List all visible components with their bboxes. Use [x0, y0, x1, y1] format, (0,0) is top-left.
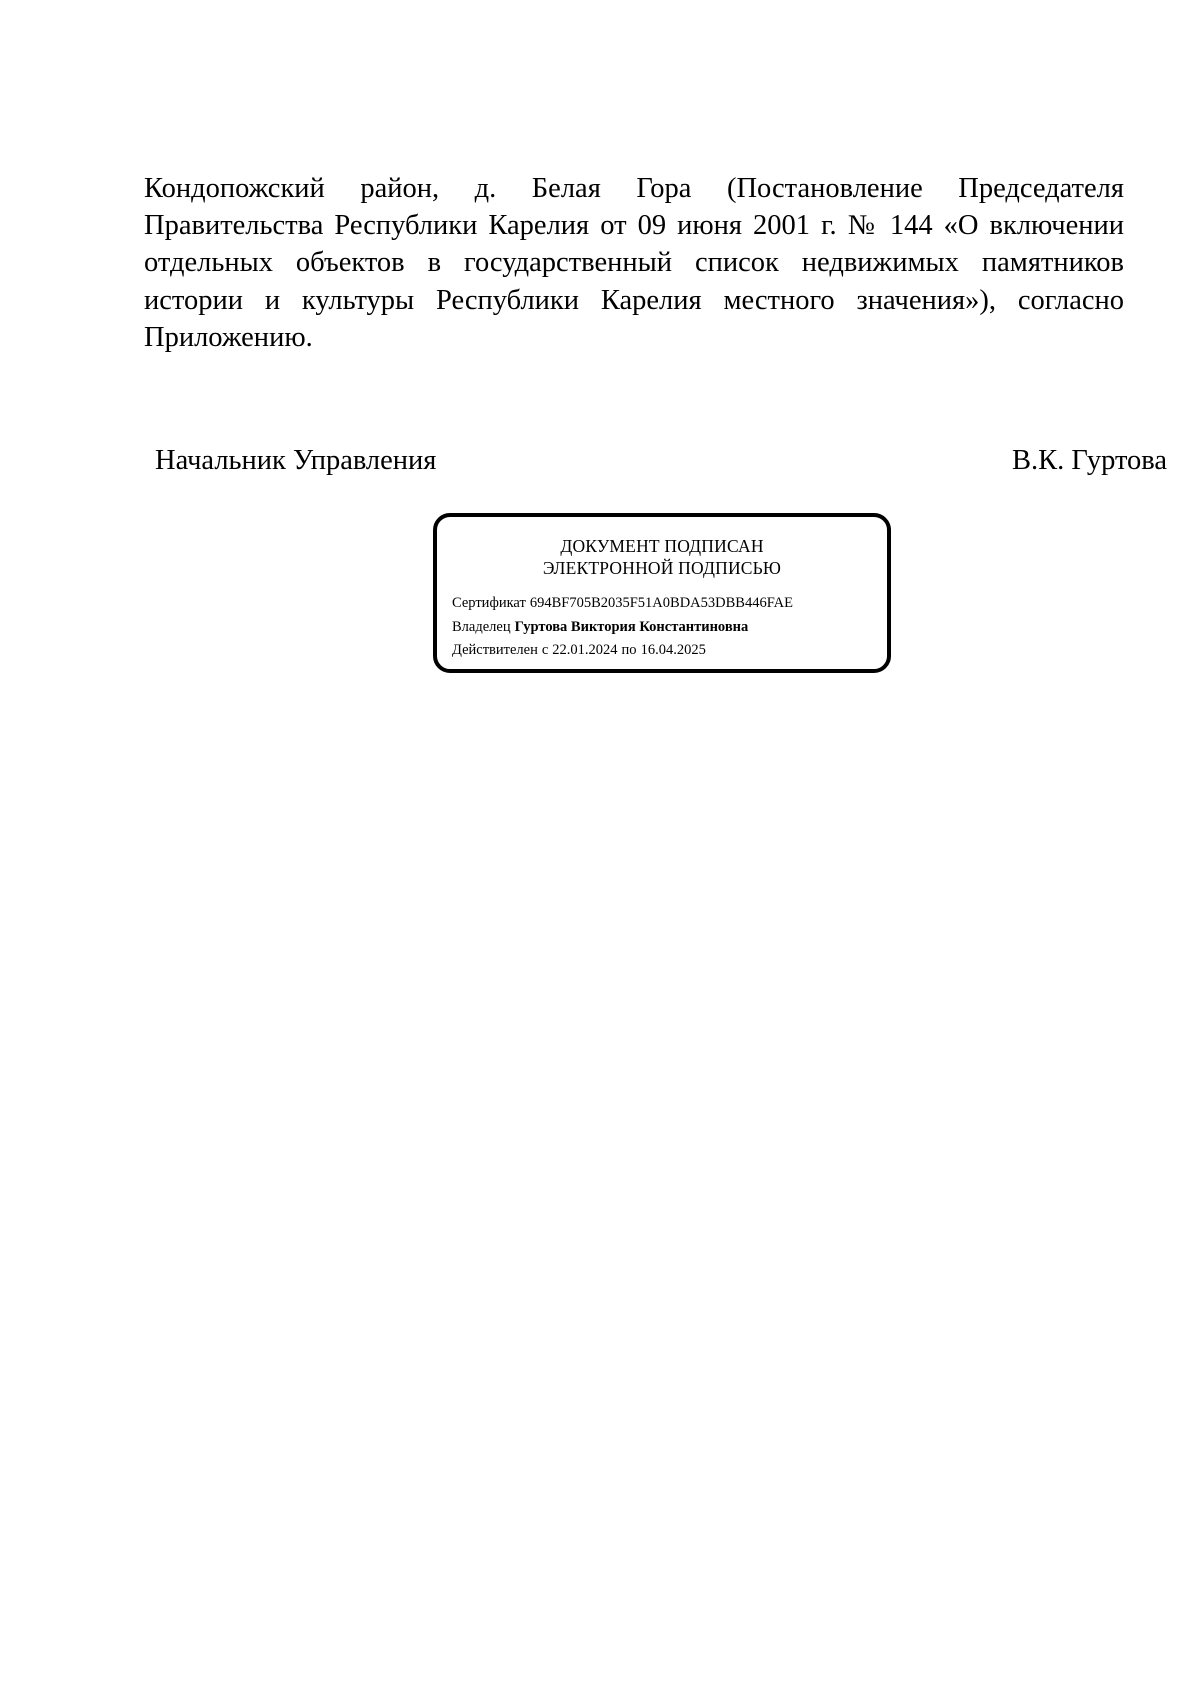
- electronic-signature-stamp: [433, 513, 891, 673]
- valid-from-date: 22.01.2024: [552, 642, 618, 658]
- stamp-title-line-1: ДОКУМЕНТ ПОДПИСАН: [560, 536, 764, 556]
- stamp-details: [452, 592, 887, 663]
- signatory-name: В.К. Гуртова: [1012, 445, 1167, 476]
- owner-line: [452, 616, 887, 640]
- stamp-title: [437, 535, 887, 579]
- certificate-label: Сертификат: [452, 595, 526, 611]
- certificate-line: [452, 592, 887, 616]
- owner-label: Владелец: [452, 618, 511, 635]
- signature-row: [155, 442, 1167, 479]
- owner-value: Гуртова Виктория Константиновна: [514, 618, 749, 635]
- certificate-value: 694BF705B2035F51A0BDA53DBB446FAE: [529, 595, 794, 611]
- valid-to-prefix: по: [621, 642, 637, 658]
- signatory-position: Начальник Управления: [155, 445, 437, 476]
- validity-line: [452, 639, 887, 663]
- valid-label: Действителен: [452, 642, 538, 658]
- valid-to-date: 16.04.2025: [640, 642, 706, 658]
- valid-from-prefix: с: [541, 642, 549, 658]
- stamp-title-line-2: ЭЛЕКТРОННОЙ ПОДПИСЬЮ: [542, 558, 782, 578]
- body-paragraph: Кондопожский район, д. Белая Гора (Постановление Председателя Правительства Республики Карелия от 09 июня 2001 г. № 144 «О включении отдельных объектов в государственный список недвижимых памятников истории и культуры Республики Карелия местного значения»), согласно Приложению.: [144, 173, 1124, 353]
